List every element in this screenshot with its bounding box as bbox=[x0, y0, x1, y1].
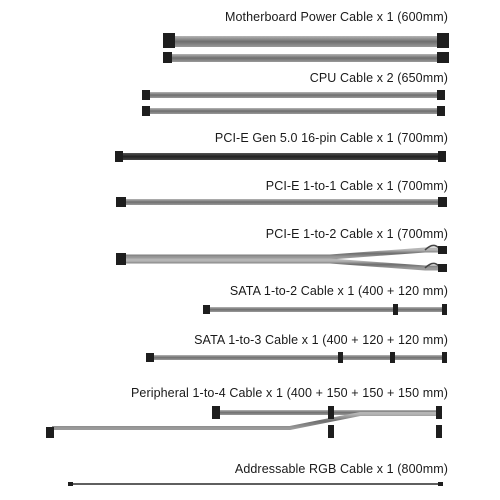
connector-icon bbox=[438, 264, 447, 272]
connector-icon bbox=[142, 90, 150, 100]
connector-icon bbox=[437, 106, 445, 116]
pcie-1to1-cable bbox=[116, 197, 447, 207]
connector-icon bbox=[393, 304, 398, 315]
connector-icon bbox=[437, 90, 445, 100]
connector-icon bbox=[203, 305, 210, 314]
connector-icon bbox=[338, 352, 343, 363]
connector-icon bbox=[46, 427, 54, 438]
pcie-1to2-cable-label: PCI-E 1-to-2 Cable x 1 (700mm) bbox=[265, 227, 448, 241]
cpu-cables bbox=[142, 90, 445, 116]
motherboard-power-cable bbox=[163, 33, 449, 63]
connector-icon bbox=[142, 106, 150, 116]
sata-1to2-cable-label: SATA 1-to-2 Cable x 1 (400 + 120 mm) bbox=[229, 284, 448, 298]
connector-icon bbox=[437, 33, 449, 48]
argb-cable-label: Addressable RGB Cable x 1 (800mm) bbox=[234, 462, 448, 476]
connector-icon bbox=[163, 33, 175, 48]
connector-icon bbox=[328, 406, 334, 419]
connector-icon bbox=[442, 304, 447, 315]
connector-icon bbox=[438, 482, 443, 486]
connector-icon bbox=[442, 352, 447, 363]
peripheral-1to4-cable-label: Peripheral 1-to-4 Cable x 1 (400 + 150 + 150 + 150 mm) bbox=[130, 386, 448, 400]
sata-1to2-cable bbox=[203, 304, 447, 315]
connector-icon bbox=[436, 406, 442, 419]
connector-icon bbox=[436, 425, 442, 438]
pcie-gen5-cable bbox=[115, 151, 446, 162]
connector-icon bbox=[116, 253, 126, 265]
connector-icon bbox=[390, 352, 395, 363]
pcie-1to1-cable-label: PCI-E 1-to-1 Cable x 1 (700mm) bbox=[265, 179, 448, 193]
cpu-cable-label: CPU Cable x 2 (650mm) bbox=[309, 71, 448, 85]
argb-cable bbox=[68, 482, 443, 486]
sata-1to3-cable bbox=[146, 352, 447, 363]
connector-icon bbox=[115, 151, 123, 162]
connector-icon bbox=[437, 52, 449, 63]
connector-icon bbox=[438, 151, 446, 162]
connector-icon bbox=[438, 197, 447, 207]
connector-icon bbox=[163, 52, 172, 63]
connector-icon bbox=[146, 353, 154, 362]
pcie-gen5-cable-label: PCI-E Gen 5.0 16-pin Cable x 1 (700mm) bbox=[214, 131, 448, 145]
connector-icon bbox=[68, 482, 73, 486]
connector-icon bbox=[212, 406, 220, 419]
motherboard-cable-label: Motherboard Power Cable x 1 (600mm) bbox=[224, 10, 448, 24]
connector-icon bbox=[116, 197, 126, 207]
pcie-1to2-cable bbox=[116, 245, 447, 272]
connector-icon bbox=[438, 246, 447, 254]
connector-icon bbox=[328, 425, 334, 438]
sata-1to3-cable-label: SATA 1-to-3 Cable x 1 (400 + 120 + 120 mm) bbox=[194, 333, 448, 347]
peripheral-1to4-cable bbox=[46, 406, 442, 438]
